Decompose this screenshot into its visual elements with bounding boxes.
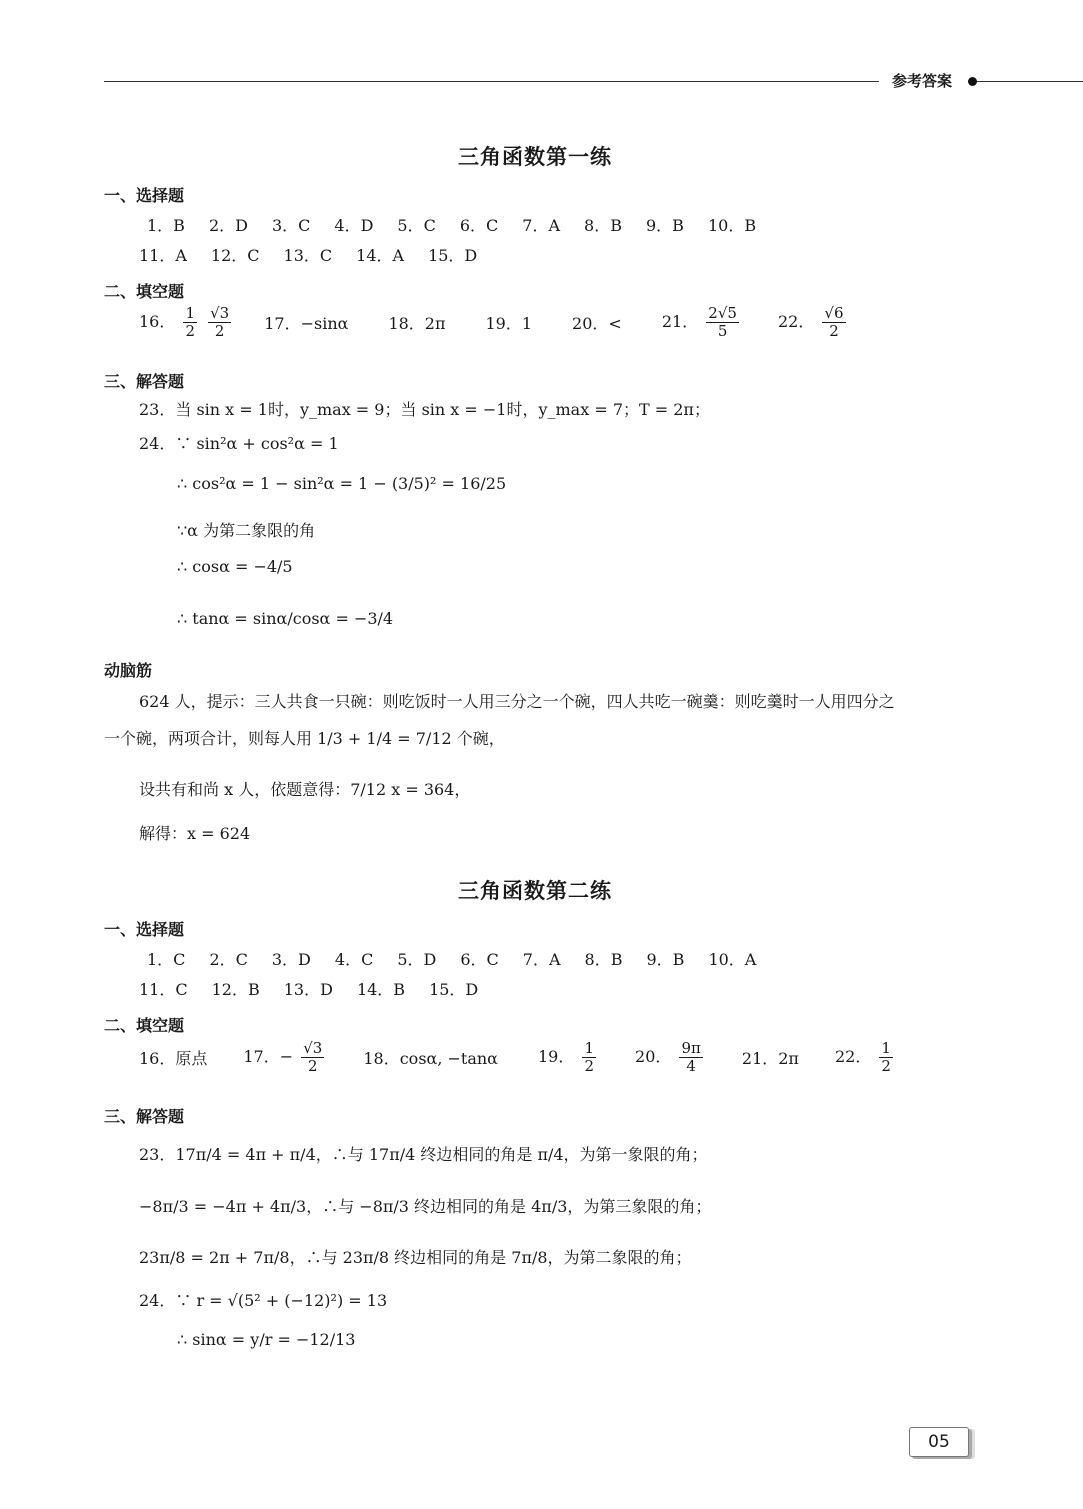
fill-q21: 21．2π <box>741 1049 799 1068</box>
answer: 14．B <box>356 980 406 999</box>
answer: 2．D <box>208 216 248 235</box>
answer: 8．B <box>584 216 622 235</box>
fill-q20: 20． $\frac{9\pi}{4}$ <box>635 1039 701 1075</box>
brain-teaser-title: 动脑筋 <box>104 661 153 680</box>
part2-section-fill: 二、填空题 <box>104 1016 185 1035</box>
answer: 13．D <box>283 980 333 999</box>
part1-fill-row <box>139 305 873 340</box>
fraction: $\frac{2√5}{5}$ <box>708 304 737 340</box>
fraction: $\frac{1}{2}$ <box>185 304 196 340</box>
part2-answer-23-line2: −8π/3 = −4π + 4π/3，∴与 −8π/3 终边相同的角是 4π/3，为第三象限的角； <box>139 1197 712 1216</box>
answer: 15．D <box>428 246 478 265</box>
part1-answer-24-line5: ∴ tanα = sinα/cosα = −3/4 <box>177 609 394 628</box>
part1-answer-23: 23．当 sin x = 1时，y_max = 9；当 sin x = −1时，y_max = 7；T = 2π； <box>139 400 710 419</box>
fill-q22: 22． $\frac{√6}{2}$ <box>777 304 844 340</box>
part1-answer-24-line4: ∴ cosα = −4/5 <box>177 557 293 576</box>
part1-answer-24-line3: ∵α 为第二象限的角 <box>177 521 316 540</box>
part2-answer-23-line1: 23．17π/4 = 4π + π/4，∴与 17π/4 终边相同的角是 π/4，为第一象限的角； <box>139 1145 708 1164</box>
fraction: $\frac{9\pi}{4}$ <box>681 1039 701 1075</box>
part2-answer-24-line1: 24．∵ r = √(5² + (−12)²) = 13 <box>139 1291 388 1310</box>
answer: 12．C <box>210 246 260 265</box>
fraction: $\frac{1}{2}$ <box>881 1039 891 1075</box>
part1-title: 三角函数第一练 <box>458 145 612 169</box>
part2-title: 三角函数第二练 <box>458 879 612 903</box>
answer: 10．A <box>708 950 757 969</box>
fill-q17: 17．−sinα <box>264 314 349 333</box>
fraction: $\frac{√3}{2}$ <box>210 304 230 340</box>
brain-teaser-para4: 解得：x = 624 <box>139 824 251 843</box>
answer: 10．B <box>707 216 757 235</box>
brain-teaser-para2: 一个碗，两项合计，则每人用 1/3 + 1/4 = 7/12 个碗， <box>104 729 505 748</box>
part1-answer-24-line1: 24．∵ sin²α + cos²α = 1 <box>139 434 339 453</box>
answer: 3．C <box>271 216 311 235</box>
fill-q19: 19． $\frac{1}{2}$ <box>538 1039 595 1075</box>
part2-answer-24-line2: ∴ sinα = y/r = −12/13 <box>177 1330 356 1349</box>
answer: 7．A <box>522 216 561 235</box>
part1-section-choice: 一、选择题 <box>104 186 185 205</box>
part1-section-fill: 二、填空题 <box>104 282 185 301</box>
part2-choices-row2 <box>139 977 502 1000</box>
header-rule-right <box>977 81 1083 82</box>
answer: 6．C <box>460 950 499 969</box>
fill-q20: 20．< <box>572 314 622 333</box>
answer: 5．C <box>397 216 436 235</box>
answer: 3．D <box>271 950 311 969</box>
header-bullet <box>968 77 977 86</box>
answer: 9．B <box>646 950 685 969</box>
part1-choices-row1 <box>147 213 780 236</box>
fill-q16: 16．原点 <box>139 1049 208 1068</box>
answer: 13．C <box>283 246 333 265</box>
answer: 4．D <box>334 216 374 235</box>
part2-section-choice: 一、选择题 <box>104 920 185 939</box>
header-rule-left <box>104 81 879 82</box>
fill-q18: 18．cosα, −tanα <box>363 1049 498 1068</box>
fill-q22: 22． $\frac{1}{2}$ <box>834 1039 891 1075</box>
part2-fill-row <box>139 1040 920 1075</box>
answer: 7．A <box>522 950 561 969</box>
part2-answer-23-line3: 23π/8 = 2π + 7π/8，∴与 23π/8 终边相同的角是 7π/8，为第二象限的角； <box>139 1248 692 1267</box>
answer: 9．B <box>646 216 684 235</box>
answer: 1．C <box>147 950 186 969</box>
answer: 11．A <box>139 246 187 265</box>
fraction: $\frac{1}{2}$ <box>584 1039 595 1075</box>
answer: 5．D <box>397 950 437 969</box>
fill-q18: 18．2π <box>388 314 446 333</box>
fraction: $\frac{√3}{2}$ <box>303 1039 323 1075</box>
page-number: 05 <box>909 1427 969 1457</box>
answer: 14．A <box>356 246 405 265</box>
answer: 1．B <box>147 216 185 235</box>
answer: 6．C <box>459 216 499 235</box>
header-label: 参考答案 <box>892 72 953 90</box>
part2-choices-row1 <box>147 947 780 970</box>
answer: 4．C <box>334 950 374 969</box>
answer: 2．C <box>209 950 248 969</box>
fill-q21: 21． $\frac{2√5}{5}$ <box>661 304 737 340</box>
brain-teaser-para3: 设共有和尚 x 人，依题意得：7/12 x = 364， <box>139 780 471 799</box>
brain-teaser-para1: 624 人，提示：三人共食一只碗：则吃饭时一人用三分之一个碗，四人共吃一碗羹：则吃羹时一人用四分之 <box>139 692 895 711</box>
part1-choices-row2 <box>139 243 501 266</box>
part2-section-solve: 三、解答题 <box>104 1107 185 1126</box>
fill-q16: 16． $\frac{1}{2}$ $\frac{√3}{2}$ <box>139 304 230 340</box>
answer: 15．D <box>429 980 479 999</box>
answer: 12．B <box>211 980 260 999</box>
fraction: $\frac{√6}{2}$ <box>824 304 844 340</box>
part1-section-solve: 三、解答题 <box>104 372 185 391</box>
answer: 11．C <box>139 980 188 999</box>
fill-q17: 17．− $\frac{√3}{2}$ <box>243 1039 323 1075</box>
fill-q19: 19．1 <box>485 314 533 333</box>
part1-answer-24-line2: ∴ cos²α = 1 − sin²α = 1 − (3/5)² = 16/25 <box>177 474 507 493</box>
answer: 8．B <box>584 950 623 969</box>
